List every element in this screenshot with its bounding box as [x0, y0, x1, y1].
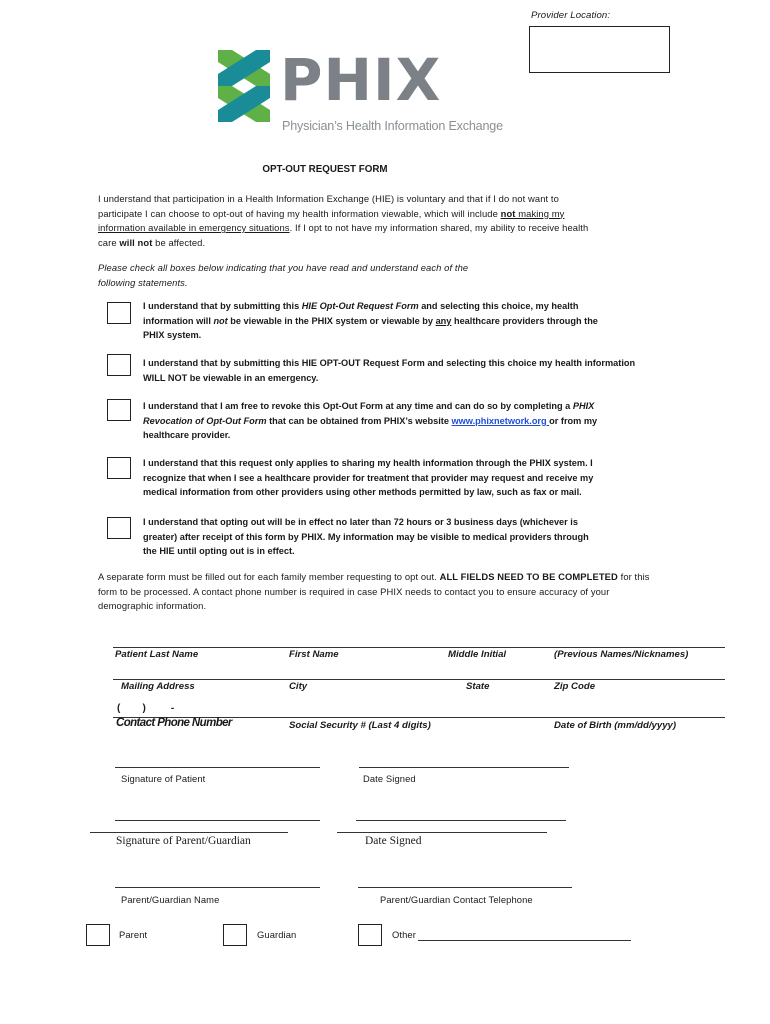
phone-format: ( ) - — [117, 703, 175, 714]
statement-2-checkbox[interactable] — [107, 354, 131, 376]
signature-of-parent-label: Signature of Parent/Guardian — [116, 835, 251, 847]
logo-tagline: Physician’s Health Information Exchange — [282, 119, 503, 133]
city-label: City — [289, 681, 308, 692]
intro-line-1: I understand that participation in a Health Information Exchange (HIE) is voluntary and that if I do not want to — [98, 193, 559, 204]
patient-signature-line[interactable] — [115, 767, 320, 768]
logo-wordmark: PHIX — [280, 46, 442, 114]
statement-5: I understand that opting out will be in effect no later than 72 hours or 3 business days (whichever is greater) after receipt of this form by PHIX. My information may be visible to medical providers through the HIE until opting out is in effect. — [143, 517, 589, 556]
other-checkbox[interactable] — [358, 924, 382, 946]
intro-line-3: information available in emergency situations. If I opt to not have my information shared, my ability to receive health — [98, 222, 589, 233]
instruction-line-2: following statements. — [98, 276, 188, 288]
date-signed-1-label: Date Signed — [363, 773, 416, 784]
phix-logo — [218, 46, 503, 138]
state-label: State — [466, 681, 490, 692]
intro-line-4: care will not be affected. — [98, 236, 206, 248]
statement-3: I understand that I am free to revoke this Opt-Out Form at any time and can do so by completing a PHIX Revocation of Opt-Out Form that can be obtained from PHIX’s website www.phixnetwork.org or from my healthcare provider. — [143, 401, 598, 440]
ssn-label: Social Security # (Last 4 digits) — [289, 720, 431, 731]
zip-code-label: Zip Code — [554, 681, 596, 692]
other-specify-line[interactable] — [418, 940, 631, 941]
statement-4: I understand that this request only applies to sharing my health information through the PHIX system. I recognize that when I see a healthcare provider for treatment that provider may request and receive my medical information from other providers using other methods permitted by law, such as fax or mail. — [143, 458, 594, 497]
instruction-line-1: Please check all boxes below indicating that you have read and understand each of the — [98, 262, 469, 273]
signature-of-patient-label: Signature of Patient — [121, 773, 206, 784]
parent-phone-label: Parent/Guardian Contact Telephone — [380, 894, 533, 905]
helix-icon — [218, 50, 272, 122]
phix-website-link[interactable]: www.phixnetwork.org — [451, 415, 550, 426]
separate-form-note: A separate form must be filled out for each family member requesting to opt out. ALL FIELDS NEED TO BE COMPLETED for this form to be processed. A contact phone number is required in case PHIX needs to contact you to ensure accuracy of your demographic information. — [98, 571, 650, 611]
statement-1: I understand that by submitting this HIE Opt-Out Request Form and selecting this choice, my health information will not be viewable in the PHIX system or viewable by any healthcare providers through the PHIX system. — [143, 301, 598, 340]
form-title: OPT-OUT REQUEST FORM — [262, 164, 388, 175]
parent-checkbox[interactable] — [86, 924, 110, 946]
statement-2: I understand that by submitting this HIE OPT-OUT Request Form and selecting this choice my health information WILL NOT be viewable in an emergency. — [143, 358, 636, 383]
date-signed-2-label: Date Signed — [365, 835, 422, 847]
guardian-checkbox[interactable] — [223, 924, 247, 946]
contact-phone-label: Contact Phone Number — [116, 717, 232, 729]
middle-initial-label: Middle Initial — [448, 649, 507, 660]
intro-line-2: participate I can choose to opt-out of having my health information viewable, which will include not making my — [98, 207, 565, 219]
patient-last-name-label: Patient Last Name — [115, 649, 199, 660]
statement-5-checkbox[interactable] — [107, 517, 131, 539]
date-signed-2-line-a[interactable] — [356, 820, 566, 821]
parent-signature-line-a[interactable] — [115, 820, 320, 821]
instruction-text — [98, 261, 658, 290]
statement-1-checkbox[interactable] — [107, 302, 131, 324]
provider-location-box[interactable] — [529, 26, 670, 73]
provider-location-label: Provider Location: — [531, 10, 611, 21]
parent-signature-line-b[interactable] — [90, 832, 288, 833]
parent-name-line[interactable] — [115, 887, 320, 888]
guardian-option-label: Guardian — [257, 929, 297, 940]
name-row-line[interactable] — [113, 647, 725, 648]
date-signed-1-line[interactable] — [359, 767, 569, 768]
date-signed-2-line-b[interactable] — [337, 832, 547, 833]
previous-names-label: (Previous Names/Nicknames) — [554, 649, 689, 660]
mailing-address-label: Mailing Address — [121, 681, 195, 692]
parent-name-label: Parent/Guardian Name — [121, 894, 220, 905]
parent-phone-line[interactable] — [358, 887, 572, 888]
other-option-label: Other — [392, 929, 416, 940]
intro-paragraph — [98, 192, 658, 250]
statement-4-checkbox[interactable] — [107, 457, 131, 479]
parent-option-label: Parent — [119, 929, 148, 940]
dob-label: Date of Birth (mm/dd/yyyy) — [554, 720, 677, 731]
address-row-line[interactable] — [113, 679, 725, 680]
first-name-label: First Name — [289, 649, 339, 660]
statement-3-checkbox[interactable] — [107, 399, 131, 421]
